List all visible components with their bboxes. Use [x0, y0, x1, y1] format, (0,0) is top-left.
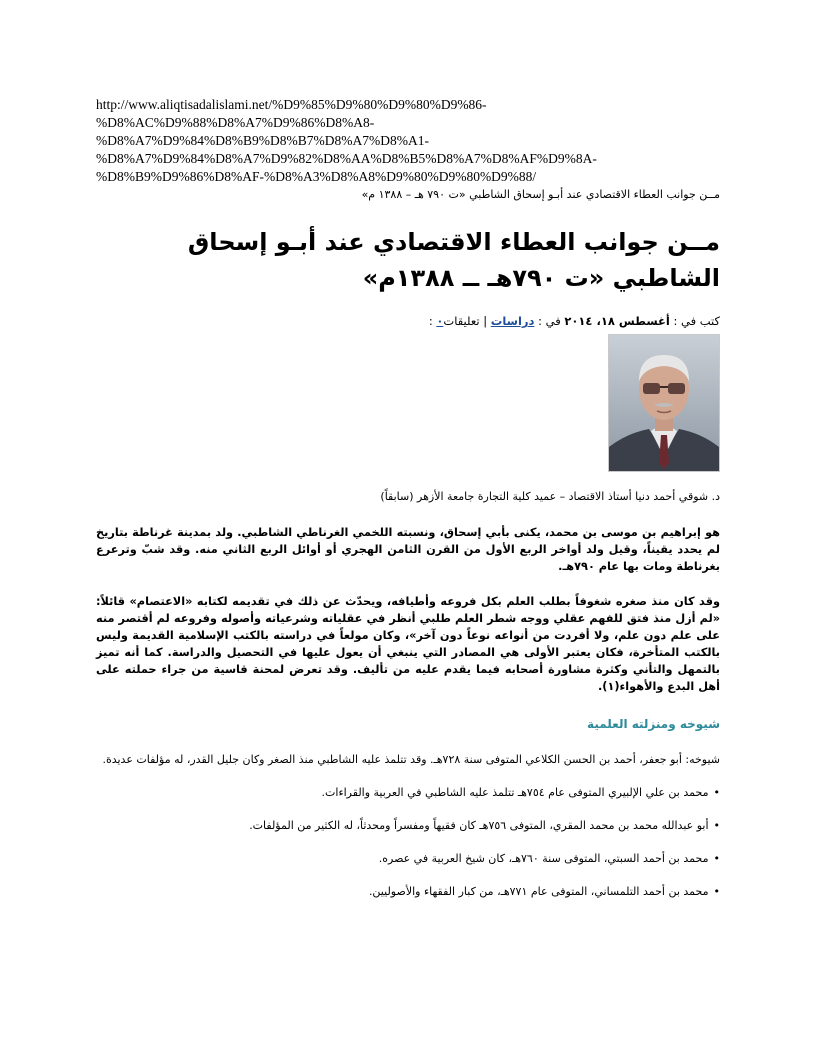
studies-paragraph: وقد كان منذ صغره شغوفاً بطلب العلم بكل فروعه وأطيافه، ويحدّث عن ذلك في تقديمه لكتابه «الاعتصام» قائلاً: «لم أزل منذ فتق للفهم عقلي ووجه شطر العلم طلبي أنظر في عقلياته وشرعياته وأصوله وفروعه لم أقتصر منه على علم دون علم، ولا أفردت من أنواعه نوعاً دون آخر»، وكان مولعاً في دراسته بالكتب الإسلامية القديمة وليس بالكتب المتأخرة، فكان يعتبر الأولى هي المصادر التي ينبغي أن يعول عليها في التحصيل والدراسة. كما أنه تميز بالتمهل والتأني وكثرة مشاورة أصحابه فيما يقدم عليه من تأليف. وقد تعرض لمحنة قاسية من جراء حملته على أهل البدع والأهواء(١).: [96, 595, 720, 693]
section-heading: شيوخه ومنزلته العلمية: [587, 717, 720, 731]
bullet-icon: •: [713, 819, 720, 832]
list-item-text: محمد بن علي الإلبيري المتوفى عام ٧٥٤هـ تتلمذ عليه الشاطبي في العربية والقراءات.: [321, 786, 709, 799]
list-item-text: محمد بن أحمد السبتي، المتوفى سنة ٧٦٠هـ، كان شيخ العربية في عصره.: [378, 852, 709, 865]
list-item-text: أبو عبدالله محمد بن محمد المقري، المتوفى ٧٥٦هـ كان فقيهاً ومفسراً ومحدثاً، له الكثير من المؤلفات.: [249, 819, 709, 832]
list-item: [96, 817, 720, 835]
bullet-icon: •: [713, 786, 720, 799]
author-photo: [608, 334, 720, 472]
url-line: %D8%AC%D9%88%D8%A7%D9%86%D8%A8-: [96, 115, 375, 130]
comments-count-link[interactable]: ٠: [436, 314, 444, 328]
url-line: %D8%A7%D9%84%D8%B9%D8%B7%D8%A7%D8%A1-: [96, 133, 429, 148]
meta-separator: |: [483, 314, 488, 328]
written-in-label: كتب في :: [673, 314, 720, 328]
bullet-icon: •: [713, 852, 720, 865]
bullet-icon: •: [713, 885, 720, 898]
list-item: [96, 784, 720, 802]
meta-trailing: :: [428, 314, 433, 328]
document-page: [96, 96, 720, 901]
list-item-text: محمد بن أحمد التلمساني، المتوفى عام ٧٧١هـ، من كبار الفقهاء والأصوليين.: [368, 885, 709, 898]
source-title: مــن جوانب العطاء الاقتصادي عند أبـو إسحاق الشاطبي «ت ٧٩٠ هـ – ١٣٨٨ م»: [361, 188, 720, 201]
list-item: [96, 883, 720, 901]
teachers-intro: شيوخه: أبو جعفر، أحمد بن الحسن الكلاعي المتوفى سنة ٧٢٨هـ. وقد تتلمذ عليه الشاطبي منذ الصغر وكان جليل القدر، له مؤلفات عديدة.: [102, 753, 720, 766]
post-meta: [96, 312, 720, 330]
list-item: [96, 850, 720, 868]
url-line: %D8%B9%D9%86%D8%AF-%D8%A3%D8%A8%D9%80%D9%80%D9%88/: [96, 169, 537, 184]
source-url[interactable]: [96, 96, 720, 186]
url-line: %D8%A7%D9%84%D8%A7%D9%82%D8%AA%D8%B5%D8%A7%D8%AF%D9%8A-: [96, 151, 597, 166]
category-link[interactable]: دراسات: [490, 314, 535, 328]
in-label: في :: [538, 314, 561, 328]
photo-caption: د. شوقي أحمد دنيا أستاذ الاقتصاد – عميد كلية التجارة جامعة الأزهر (سابقاً): [380, 490, 720, 503]
comments-label: تعليقات: [443, 314, 480, 328]
article-title: مــن جوانب العطاء الاقتصادي عند أبـو إسحاق الشاطبي «ت ٧٩٠هـ ــ ١٣٨٨م»: [187, 228, 720, 292]
teachers-list: [96, 784, 720, 901]
url-line: http://www.aliqtisadalislami.net/%D9%85%D9%80%D9%80%D9%86-: [96, 97, 487, 112]
biography-paragraph: هو إبراهيم بن موسى بن محمد، يكنى بأبي إسحاق، ونسبته اللخمي الغرناطي الشاطبي. ولد بمدينة غرناطة بتاريخ لم يحدد يقيناً، وقيل ولد أواخر الربع الأول من القرن الثامن الهجري أو أوائل الربع الثاني منه. وقد شبّ وترعرع بغرناطة ومات بها عام ٧٩٠هـ.: [96, 526, 720, 573]
post-date: أغسطس ١٨، ٢٠١٤: [564, 314, 670, 328]
author-photo-row: [96, 334, 720, 474]
